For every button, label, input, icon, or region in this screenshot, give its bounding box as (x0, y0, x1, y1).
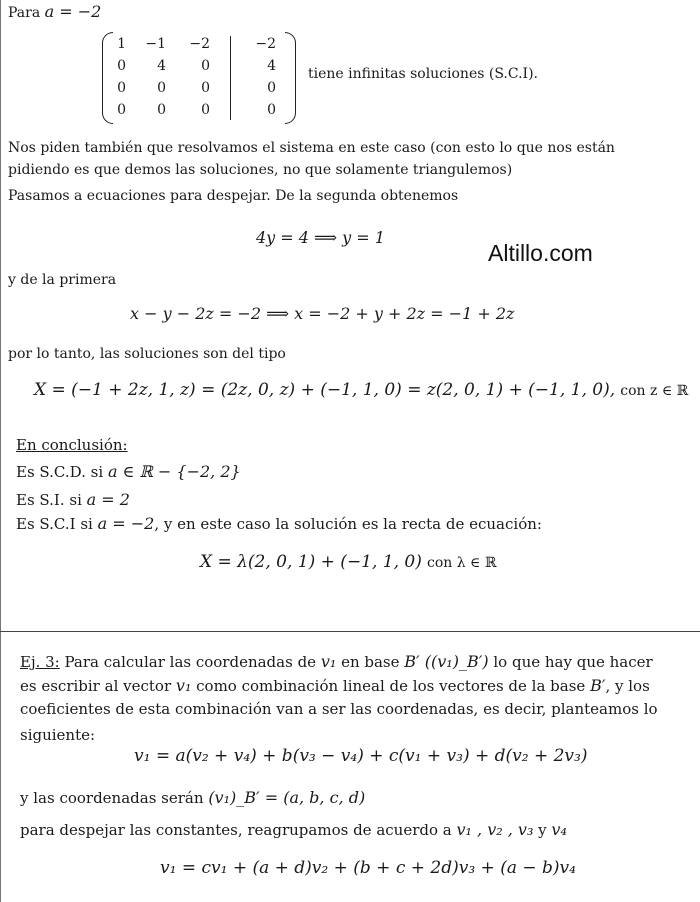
matrix-cell: −1 (145, 36, 166, 52)
regroup-line (20, 820, 567, 839)
intro-line (8, 2, 101, 21)
ej3-label: Ej. 3: (20, 653, 60, 671)
ej3-text: lo que hay que hacer (493, 653, 653, 671)
matrix-cell: 0 (267, 102, 276, 118)
augmented-matrix (102, 32, 296, 124)
paragraph-line: por lo tanto, las soluciones son del tipo (8, 346, 286, 362)
coords-math: (v₁)_B′ = (a, b, c, d) (208, 788, 366, 807)
section-divider (0, 631, 700, 632)
matrix-note: tiene infinitas soluciones (S.C.I). (308, 66, 538, 82)
ej3-math: B′ ((v₁)_B′) (404, 652, 489, 671)
ej3-text: es escribir al vector (20, 677, 172, 695)
ej3-math: B′ (590, 676, 606, 695)
intro-text: Para (8, 5, 41, 21)
coords-text: y las coordenadas serán (20, 789, 204, 807)
matrix-cell: 4 (157, 58, 166, 74)
line-equation (200, 552, 497, 572)
ej3-line-1 (20, 652, 653, 671)
intro-math: a = −2 (44, 2, 102, 21)
ej3-line-4: siguiente: (20, 726, 96, 744)
equation-combination: v₁ = a(v₂ + v₄) + b(v₃ − v₄) + c(v₁ + v₃) + d(v₂ + 2v₃) (134, 746, 588, 766)
ej3-text: Para calcular las coordenadas de (64, 653, 317, 671)
scd-text: Es S.C.D. si (16, 463, 104, 481)
regroup-v4: v₄ (551, 820, 567, 839)
matrix-cell: 4 (267, 58, 276, 74)
sci-math: a = −2 (97, 514, 155, 533)
line-equation-tail: con λ ∈ ℝ (426, 555, 497, 571)
ej3-line-2 (20, 676, 650, 695)
regroup-text: para despejar las constantes, reagrupamos de acuerdo a (20, 821, 452, 839)
matrix-cell: 0 (201, 80, 210, 96)
sci-tail: , y en este caso la solución es la recta de ecuación: (154, 515, 542, 533)
paragraph-line: pidiendo es que demos las soluciones, no que solamente triangulemos) (8, 162, 513, 178)
conclusion-sci (16, 514, 542, 533)
ej3-text: en base (341, 653, 400, 671)
si-math: a = 2 (86, 490, 130, 509)
ej3-line-3: coeficientes de esta combinación van a ser las coordenadas, es decir, planteamos lo (20, 700, 658, 718)
matrix-cell: 0 (157, 80, 166, 96)
paragraph-line: Nos piden también que resolvamos el sistema en este caso (con esto lo que nos están (8, 140, 615, 156)
coords-line (20, 788, 365, 807)
equation-regrouped: v₁ = cv₁ + (a + d)v₂ + (b + c + 2d)v₃ + (a − b)v₄ (160, 858, 576, 878)
matrix-cell: 0 (267, 80, 276, 96)
equation-x: x − y − 2z = −2 ⟹ x = −2 + y + 2z = −1 + 2z (130, 304, 515, 323)
equation-y: 4y = 4 ⟹ y = 1 (256, 228, 385, 247)
si-text: Es S.I. si (16, 491, 82, 509)
matrix-cell: −2 (255, 36, 276, 52)
watermark-logo: Altillo.com (488, 240, 593, 266)
ej3-text: , y los (605, 677, 650, 695)
conclusion-heading: En conclusión: (16, 436, 128, 454)
left-border-line (0, 0, 1, 902)
matrix-cell: 0 (117, 80, 126, 96)
solution-line (34, 380, 688, 400)
regroup-y: y (538, 821, 547, 839)
matrix-cell: −2 (189, 36, 210, 52)
matrix-augment-bar (230, 36, 231, 120)
paragraph-line: Pasamos a ecuaciones para despejar. De la segunda obtenemos (8, 188, 459, 204)
equation-solutions-tail: con z ∈ ℝ (620, 383, 689, 399)
scd-math: a ∈ ℝ − {−2, 2} (107, 462, 241, 481)
ej3-text: como combinación lineal de los vectores de la base (196, 677, 586, 695)
matrix-cell: 0 (201, 102, 210, 118)
ej3-math: v₁ (175, 676, 192, 695)
matrix-cell: 0 (201, 58, 210, 74)
line-equation-math: X = λ(2, 0, 1) + (−1, 1, 0) (200, 552, 422, 572)
equation-solutions: X = (−1 + 2z, 1, z) = (2z, 0, z) + (−1, 1, 0) = z(2, 0, 1) + (−1, 1, 0), (34, 380, 616, 400)
matrix-right-paren (285, 32, 296, 124)
matrix-cell: 0 (117, 58, 126, 74)
sci-text: Es S.C.I si (16, 515, 93, 533)
matrix-cell: 0 (157, 102, 166, 118)
conclusion-scd (16, 462, 241, 481)
regroup-math: v₁ , v₂ , v₃ (456, 820, 534, 839)
matrix-cell: 1 (117, 36, 126, 52)
matrix-cell: 0 (117, 102, 126, 118)
conclusion-si (16, 490, 130, 509)
paragraph-line: y de la primera (8, 272, 117, 288)
ej3-math: v₁ (320, 652, 337, 671)
